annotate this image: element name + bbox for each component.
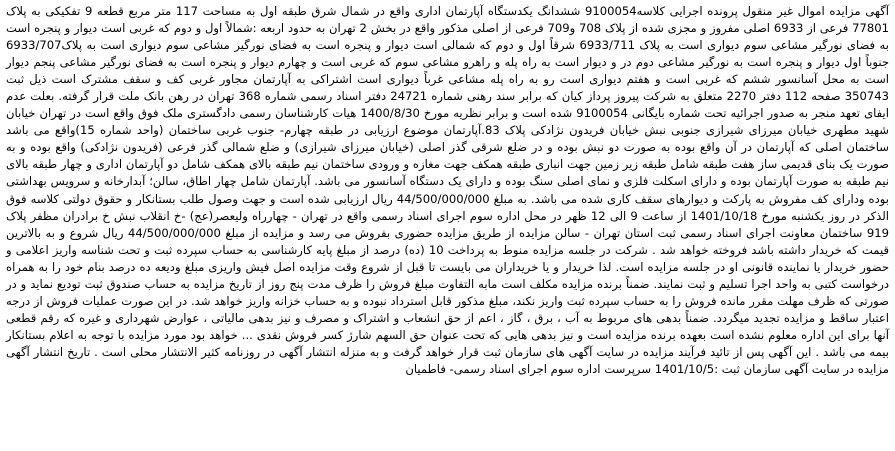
auction-notice-text: آگهی مزایده اموال غیر منقول پرونده اجرایی کلاسه9100054 ششدانگ یکدستگاه آپارتمان اداری واقع در شمال شرق طبقه اول به مساحت 117 متر مربع قطعه 9 تفکیکی به پلاک 77801 فرعی از 6933 اصلی مفروز و مجزی شده از پلاک 708 و709 فرعی از اصلی مذکور واقع در بخش 2 تهران به حدود اربعه :شمالاً اول و دوم که غربی است دیوار و پنجره است به فضای نورگیر مشاعی سوم دیواری است به پلاک 6933/711 شرقاً اول و دوم که شمالی است دیوار و پنجره است به فضای نورگیر مشاعی سوم دیواری است به پلاک6933/707 جنوباً اول دیوار و پنجره است به نورگیر مشاعی دوم در و دیوار است به راه پله و راهرو مشاعی سوم که غربی است و چهارم دیوار و پنجره است به فضای نورگیر مشاعی پنجم دیوار است به محل آسانسور ششم که غربی است و هفتم دیواری است رو به راه پله مشاعی غرباً دیواری است اشتراکی به آپارتمان مجاور غربی کف و سقف مشترک است ذیل ثبت 350743 صفحه 112 دفتر 2270 متعلق به شرکت پیروز پرداز کیان که برابر سند رهنی شماره 24721 دفتر اسناد رسمی شماره 368 تهران در رهن بانک ملت قرار گرفته. بعلت عدم ایفای تعهد منجر به صدور اجرائیه تحت شماره بایگانی 9100054 شده است و برابر نظریه مورخ 1400/8/30 هیات کارشناسان رسمی دادگستری ملک فوق واقع است در تهران خیابان شهید مطهری خیابان میرزای شیرازی جنوبی نبش خیابان فریدون نژادکی پلاک 83.آپارتمان موضوع ارزیابی در طبقه چهارم- جنوب غربی ساختمان (واحد شماره 15)واقع می باشد ساختمان اصلی که آپارتمان در آن واقع بوده به صورت دو نبش بوده و در ضلع شرقی گذر اصلی (خیابان میرزای شیرازی) و ضلع شمالی گذر فرعی (فریدون نژادکی) واقع بوده و به صورت یک بنای قدیمی ساز هفت طبقه شامل طبقه زیر زمین جهت انباری طبقه همکف جهت مغازه و ورودی ساختمان نیم طبقه بالای همکف شامل دو آپارتمان اداری و چهار طبقه بالای نیم طبقه به صورت آپارتمان بوده و دارای اسکلت فلزی و نمای اصلی سنگ بوده و دارای یک دستگاه آسانسور می باشد. آپارتمان شامل چهار اطاق، سالن؛ آبدارخانه و سرویس بهداشتی بوده ودارای کف مفروش به پارکت و دیوارهای سقف کاری شده می باشد. به مبلغ 44/500/000/000 ریال ارزیابی شده است و جهت وصول طلب بستانکار و حقوق دولتی کلاسه فوق الذکر در روز یکشنبه مورخ 1401/10/18 از ساعت 9 الی 12 ظهر در محل اداره سوم اجرای اسناد رسمی واقع در تهران - چهارراه ولیعصر(عج) -خ انقلاب نبش خ برادران مظفر پلاک 919 ساختمان معاونت اجرای اسناد رسمی ثبت استان تهران - سالن مزایده از طریق مزایده حضوری بفروش می رسد و مزایده از مبلغ 44/500/000/000 ریال شروع و به بالاترین قیمت که خریدار داشته باشد فروخته خواهد شد . شرکت در جلسه مزایده منوط به پرداخت 10 (ده) درصد از مبلغ پایه کارشناسی به حساب سپرده ثبت و تحت شناسه واریز اعلامی و حضور خریدار یا نماینده قانونی او در جلسه مزایده است. لذا خریدار و یا خریداران می بایست تا قبل از شروع وقت مزایده اصل فیش واریزی مبلغ ودیعه ده درصد بنام خود را به همراه درخواست کتبی به واحد اجرا تسلیم و ثبت نمایند. ضمناً برنده مزایده مکلف است مابه التفاوت مبلغ فروش را ظرف مدت پنج روز از تاریخ مزایده به حساب صندوق ثبت تودیع نماید و در صورتی که ظرف مهلت مقرر مانده فروش را به حساب سپرده ثبت واریز نکند، مبلغ مذکور قابل استرداد نبوده و به حساب خزانه واریز خواهد شد. در این صورت عملیات فروش از درجه اعتبار ساقط و مزایده تجدید میگردد. ضمناً بدهی های مربوط به آب ، برق ، گاز ، اعم از حق انشعاب و اشتراک و مصرف و نیز بدهی مالیاتی ، عوارض شهرداری و غیره که رقم قطعی آنها برای این اداره معلوم نشده است بعهده برنده مزایده است و نیز بدهی هایی که تحت عنوان حق السهم شارژ کسر فروش نقدی ... خواهد بود مورد مزایده با توجه به اعلام بستانکار بیمه می باشد . این آگهی پس از تائید فرآیند مزایده در سایت آگهی های سازمان ثبت قرار خواهد گرفت و به منزله انتشار آگهی در روزنامه کثیر الانتشار محلی است . تاریخ انتشار آگهی مزایده در سایت آگهی سازمان ثبت :1401/10/5 سرپرست اداره سوم اجرای اسناد رسمی- فاطمیان [6,4,890,376]
